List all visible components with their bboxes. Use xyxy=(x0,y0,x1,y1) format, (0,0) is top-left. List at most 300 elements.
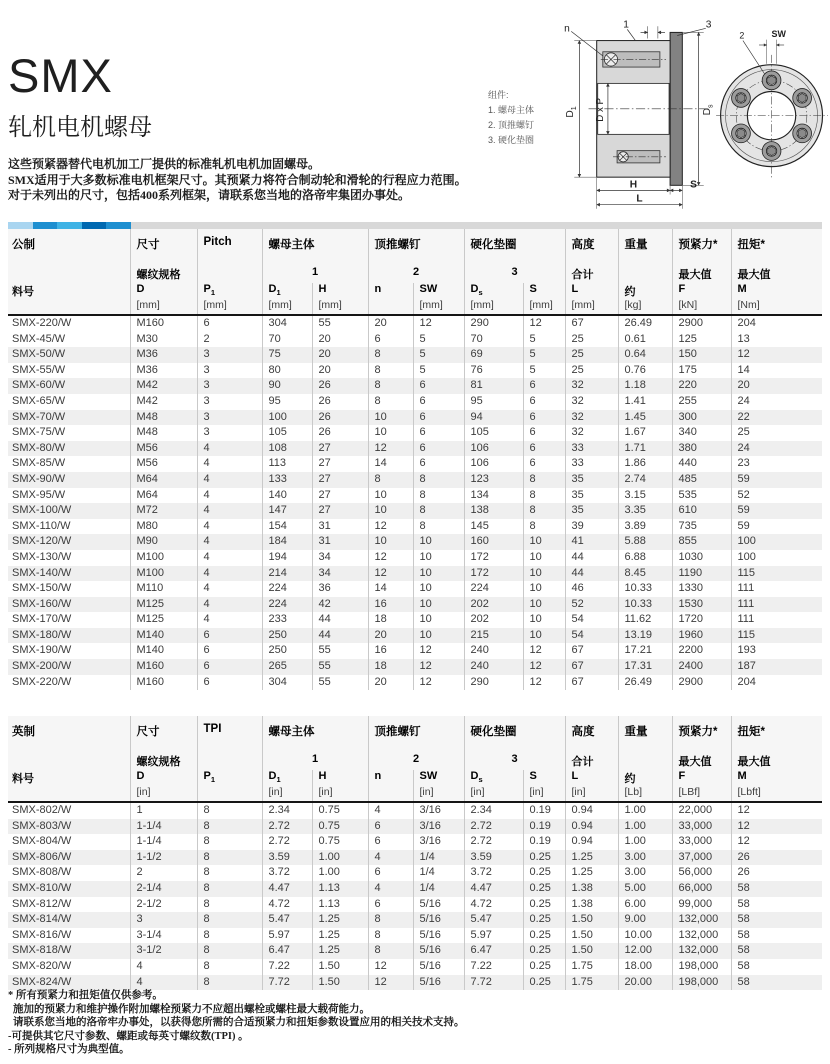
table-cell: M140 xyxy=(130,643,197,659)
table-cell: 24 xyxy=(731,441,822,457)
table-cell: 8 xyxy=(413,503,464,519)
unit-s: [mm] xyxy=(523,299,565,315)
table-cell: 8 xyxy=(368,347,413,363)
unit-ds: [in] xyxy=(464,786,523,802)
table-cell: 134 xyxy=(464,488,523,504)
table-cell: M64 xyxy=(130,488,197,504)
table-cell: 3.59 xyxy=(464,850,523,866)
table-cell: 1.50 xyxy=(565,943,618,959)
table-cell: 7.72 xyxy=(464,975,523,991)
table-cell: 67 xyxy=(565,643,618,659)
table-cell: SMX-170/W xyxy=(12,613,72,626)
table-cell: 1/4 xyxy=(413,865,464,881)
table-cell: 4 xyxy=(368,850,413,866)
table-cell: 6 xyxy=(523,425,565,441)
table-cell: 0.25 xyxy=(523,975,565,991)
table-cell: 1.75 xyxy=(565,959,618,975)
table-cell: SMX-824/W xyxy=(8,975,130,991)
table-cell: 106 xyxy=(464,456,523,472)
table-row xyxy=(8,503,822,519)
table-cell: 8 xyxy=(368,943,413,959)
table-cell: 18 xyxy=(368,612,413,628)
page-title: SMX xyxy=(8,49,113,102)
table-cell: 32 xyxy=(565,394,618,410)
table-cell: 1.50 xyxy=(312,959,368,975)
table-cell: 5/16 xyxy=(413,897,464,913)
table-cell: 8 xyxy=(523,488,565,504)
table-cell: 23 xyxy=(731,456,822,472)
table-cell: 1.25 xyxy=(565,850,618,866)
table-cell: 304 xyxy=(262,315,312,332)
sym-ds: $D_s$ xyxy=(464,770,523,786)
col-height: 高度 xyxy=(565,229,618,266)
table-cell: 6 xyxy=(197,315,262,332)
table-cell: 3-1/4 xyxy=(130,928,197,944)
table-row xyxy=(8,347,822,363)
imperial-table-header xyxy=(8,716,822,802)
table-cell: SMX-200/W xyxy=(8,659,130,675)
table-cell: 224 xyxy=(262,581,312,597)
table-cell: 26 xyxy=(312,425,368,441)
table-cell: 6.47 xyxy=(464,943,523,959)
table-cell: 17.31 xyxy=(618,659,672,675)
table-cell: SMX-90/W xyxy=(8,472,130,488)
table-cell: 12 xyxy=(368,566,413,582)
table-cell: 6 xyxy=(523,378,565,394)
table-cell: 5 xyxy=(413,332,464,348)
table-cell: 150 xyxy=(672,347,731,363)
footnotes xyxy=(8,989,788,1057)
table-cell: 44 xyxy=(312,612,368,628)
table-cell: 20 xyxy=(731,378,822,394)
table-cell: SMX-45/W xyxy=(12,332,66,345)
washer-num: 3 xyxy=(464,753,565,770)
col-washer: 硬化垫圈 xyxy=(464,229,565,266)
table-cell: 4 xyxy=(197,472,262,488)
table-cell: SMX-160/W xyxy=(8,597,130,613)
table-cell: 2 xyxy=(197,332,262,348)
table-cell: 14 xyxy=(368,456,413,472)
table-cell: 4 xyxy=(197,550,262,566)
table-row xyxy=(8,332,822,348)
bar-segment xyxy=(106,222,131,229)
table-cell: 24 xyxy=(731,394,822,410)
table-cell: 39 xyxy=(565,519,618,535)
sym-f: F xyxy=(672,283,731,299)
table-cell: 27 xyxy=(312,441,368,457)
table-cell: SMX-803/W xyxy=(8,819,130,835)
total-label: 合计 xyxy=(565,753,618,770)
sym-s: S xyxy=(523,283,565,299)
preload-max-label: 最大值 xyxy=(672,266,731,283)
table-cell: SMX-50/W xyxy=(8,347,130,363)
table-cell: 202 xyxy=(464,597,523,613)
part-label: 料号 xyxy=(8,770,130,786)
table-cell: 3/16 xyxy=(413,802,464,819)
table-cell: SMX-220/W xyxy=(12,675,72,688)
table-cell: SMX-65/W xyxy=(12,394,66,407)
title-block xyxy=(8,49,152,142)
table-cell: 25 xyxy=(565,347,618,363)
table-cell: 58 xyxy=(731,881,822,897)
table-cell: 12 xyxy=(413,659,464,675)
table-cell: SMX-95/W xyxy=(12,488,66,501)
unit-f: [LBf] xyxy=(672,786,731,802)
table-cell: 54 xyxy=(565,612,618,628)
table-cell: 1.50 xyxy=(565,912,618,928)
table-cell: 90 xyxy=(262,378,312,394)
table-row xyxy=(8,928,822,944)
table-cell: 2-1/2 xyxy=(130,897,197,913)
table-cell: 440 xyxy=(672,456,731,472)
metric-table-body xyxy=(8,315,822,690)
table-cell: 5 xyxy=(413,363,464,379)
col-washer: 硬化垫圈 xyxy=(464,716,565,753)
table-cell: 10 xyxy=(413,550,464,566)
table-cell: 250 xyxy=(262,643,312,659)
table-cell: M36 xyxy=(130,363,197,379)
dim-h-label: H xyxy=(629,179,638,191)
sym-h: H xyxy=(312,770,368,786)
table-cell: 8 xyxy=(413,519,464,535)
table-cell: 10 xyxy=(523,550,565,566)
table-cell: M64 xyxy=(130,472,197,488)
table-cell: 59 xyxy=(731,519,822,535)
col-jack-screw: 顶推螺钉 xyxy=(368,229,464,266)
table-row xyxy=(8,659,822,675)
bar-segment xyxy=(8,222,33,229)
table-cell: SMX-140/W xyxy=(8,566,130,582)
table-cell: 106 xyxy=(464,441,523,457)
table-cell: 44 xyxy=(565,566,618,582)
table-cell: 3.35 xyxy=(618,503,672,519)
table-cell: 4.72 xyxy=(464,897,523,913)
col-nut-body: 螺母主体 xyxy=(262,716,368,753)
table-cell: 1.50 xyxy=(312,975,368,991)
col-weight: 重量 xyxy=(618,716,672,753)
table-cell: 198,000 xyxy=(672,975,731,991)
part-label: 料号 xyxy=(8,283,130,299)
unit-d: [mm] xyxy=(130,299,197,315)
table-cell: 111 xyxy=(731,597,822,613)
table-cell: 1720 xyxy=(672,612,731,628)
sym-n: n xyxy=(368,283,413,299)
table-cell: 0.75 xyxy=(312,834,368,850)
legend-item: 3. 硬化垫圈 xyxy=(488,134,535,145)
table-cell: 12 xyxy=(523,675,565,691)
table-cell: 187 xyxy=(731,659,822,675)
unit-weight: [kg] xyxy=(618,299,672,315)
table-cell: SMX-814/W xyxy=(8,912,130,928)
table-cell: SMX-180/W xyxy=(8,628,130,644)
table-cell: 31 xyxy=(312,534,368,550)
table-cell: 12 xyxy=(523,659,565,675)
table-cell: 6 xyxy=(413,378,464,394)
technical-drawings xyxy=(480,16,828,222)
legend-item: 1. 螺母主体 xyxy=(488,104,535,115)
table-cell: 4 xyxy=(368,802,413,819)
table-cell: 2200 xyxy=(672,643,731,659)
table-cell: 6 xyxy=(368,834,413,850)
table-row xyxy=(8,581,822,597)
table-cell: 0.19 xyxy=(523,819,565,835)
sym-d1: $D_1$ xyxy=(262,283,312,299)
thread-spec-label: 螺纹规格 xyxy=(130,753,197,770)
table-cell: SMX-100/W xyxy=(8,503,130,519)
table-cell: 6.88 xyxy=(618,550,672,566)
table-cell: 94 xyxy=(464,410,523,426)
table-cell: 132,000 xyxy=(672,912,731,928)
table-cell: 0.94 xyxy=(565,819,618,835)
torque-max-label: 最大值 xyxy=(731,266,822,283)
table-cell: 1.25 xyxy=(312,928,368,944)
dim-l-label: L xyxy=(636,193,643,205)
sym-f: F xyxy=(672,770,731,786)
imperial-table xyxy=(8,716,822,990)
col-torque: 扭矩* xyxy=(731,716,822,753)
sym-d: D xyxy=(130,283,197,299)
table-cell: 5 xyxy=(523,332,565,348)
table-cell: 3 xyxy=(197,425,262,441)
table-cell: 204 xyxy=(731,315,822,332)
imperial-table-body xyxy=(8,802,822,990)
table-row xyxy=(8,897,822,913)
table-cell: 37,000 xyxy=(672,850,731,866)
metric-table-header xyxy=(8,229,822,315)
table-cell: 2900 xyxy=(672,315,731,332)
table-row xyxy=(8,472,822,488)
unit-p1 xyxy=(197,786,262,802)
screw-num: 2 xyxy=(368,266,464,283)
table-cell: 67 xyxy=(565,659,618,675)
table-cell: 111 xyxy=(731,612,822,628)
description-line: SMX适用于大多数标准电机框架尺寸。其预紧力将符合制动轮和滑轮的行程应力范围。 xyxy=(8,172,467,187)
table-cell: 3/16 xyxy=(413,834,464,850)
table-cell: 10 xyxy=(368,503,413,519)
table-cell: 1190 xyxy=(672,566,731,582)
table-cell: 2.72 xyxy=(262,834,312,850)
table-cell: 12 xyxy=(368,441,413,457)
table-cell: 44 xyxy=(565,550,618,566)
table-cell: 8.45 xyxy=(618,566,672,582)
table-cell: 138 xyxy=(464,503,523,519)
table-cell: 1-1/4 xyxy=(130,834,197,850)
table-cell: 26 xyxy=(731,850,822,866)
bar-segment xyxy=(82,222,107,229)
table-cell: 0.19 xyxy=(523,802,565,819)
table-cell: M125 xyxy=(130,597,197,613)
table-cell: 6 xyxy=(523,394,565,410)
table-cell: 240 xyxy=(464,659,523,675)
table-cell: 2.34 xyxy=(464,802,523,819)
col-size: 尺寸 xyxy=(130,716,197,753)
table-row xyxy=(8,566,822,582)
col-jack-screw: 顶推螺钉 xyxy=(368,716,464,753)
table-cell: 3 xyxy=(197,410,262,426)
table-cell: 0.25 xyxy=(523,897,565,913)
sym-n: n xyxy=(368,770,413,786)
table-cell: 184 xyxy=(262,534,312,550)
table-cell: 5/16 xyxy=(413,912,464,928)
table-cell: 81 xyxy=(464,378,523,394)
table-cell: 26 xyxy=(312,378,368,394)
table-cell: SMX-816/W xyxy=(12,928,72,941)
unit-m: [Nm] xyxy=(731,299,822,315)
table-cell: 54 xyxy=(565,628,618,644)
table-cell: 55 xyxy=(312,675,368,691)
screw-num: 2 xyxy=(368,753,464,770)
table-cell: 6 xyxy=(197,628,262,644)
table-cell: 10 xyxy=(523,581,565,597)
table-cell: 12 xyxy=(368,519,413,535)
table-cell: SMX-55/W xyxy=(12,363,66,376)
table-cell: SMX-820/W xyxy=(12,959,72,972)
table-cell: SMX-120/W xyxy=(8,534,130,550)
torque-max-label: 最大值 xyxy=(731,753,822,770)
table-cell: SMX-802/W xyxy=(12,804,72,816)
table-cell: 99,000 xyxy=(672,897,731,913)
table-cell: 6 xyxy=(368,819,413,835)
table-cell: 32 xyxy=(565,425,618,441)
table-cell: 22 xyxy=(731,410,822,426)
table-cell: 610 xyxy=(672,503,731,519)
unit-h: [mm] xyxy=(312,299,368,315)
table-row xyxy=(8,881,822,897)
table-cell: SMX-60/W xyxy=(8,378,130,394)
table-cell: 41 xyxy=(565,534,618,550)
table-cell: 132,000 xyxy=(672,928,731,944)
table-cell: 10 xyxy=(523,566,565,582)
table-cell: 0.19 xyxy=(523,834,565,850)
table-cell: 13.19 xyxy=(618,628,672,644)
table-cell: 58 xyxy=(731,943,822,959)
table-cell: 1.25 xyxy=(312,943,368,959)
total-label: 合计 xyxy=(565,266,618,283)
table-cell: 6 xyxy=(523,410,565,426)
table-cell: 8 xyxy=(197,819,262,835)
table-cell: 58 xyxy=(731,959,822,975)
preload-max-label: 最大值 xyxy=(672,753,731,770)
table-cell: 0.25 xyxy=(523,850,565,866)
unit-s: [in] xyxy=(523,786,565,802)
table-cell: SMX-80/W xyxy=(8,441,130,457)
table-cell: 1.38 xyxy=(565,897,618,913)
table-cell: 8 xyxy=(197,912,262,928)
table-row xyxy=(8,850,822,866)
brand-color-bar xyxy=(8,222,822,229)
table-cell: 20 xyxy=(312,363,368,379)
table-cell: 12 xyxy=(368,959,413,975)
table-cell: 0.25 xyxy=(523,865,565,881)
table-row xyxy=(8,441,822,457)
sym-h: H xyxy=(312,283,368,299)
table-cell: SMX-75/W xyxy=(12,426,66,439)
table-cell: 10 xyxy=(413,581,464,597)
table-row xyxy=(8,550,822,566)
table-cell: 4 xyxy=(197,597,262,613)
table-cell: 26.49 xyxy=(618,315,672,332)
table-cell: 8 xyxy=(197,834,262,850)
table-cell: M90 xyxy=(130,534,197,550)
table-row xyxy=(8,975,822,991)
table-cell: 6 xyxy=(197,659,262,675)
table-cell: 3.59 xyxy=(262,850,312,866)
table-cell: 26 xyxy=(312,394,368,410)
table-row xyxy=(8,628,822,644)
table-row xyxy=(8,315,822,332)
table-cell: 44 xyxy=(312,628,368,644)
table-cell: 27 xyxy=(312,503,368,519)
table-cell: SMX-806/W xyxy=(8,850,130,866)
table-row xyxy=(8,534,822,550)
table-cell: 5.88 xyxy=(618,534,672,550)
table-cell: SMX-808/W xyxy=(12,866,72,879)
table-cell: 8 xyxy=(197,975,262,991)
table-row xyxy=(8,865,822,881)
table-cell: 1.75 xyxy=(565,975,618,991)
callout-3: 3 xyxy=(705,19,712,31)
table-cell: 10 xyxy=(413,628,464,644)
table-cell: 26 xyxy=(731,865,822,881)
table-cell: 8 xyxy=(523,503,565,519)
table-cell: 10.33 xyxy=(618,597,672,613)
table-cell: 3.89 xyxy=(618,519,672,535)
table-cell: 6 xyxy=(368,865,413,881)
front-view-drawing xyxy=(716,28,828,189)
table-cell: 1960 xyxy=(672,628,731,644)
table-cell: 33,000 xyxy=(672,834,731,850)
footnote-line: * 所有预紧力和扭矩值仅供参考。 xyxy=(8,990,163,1001)
table-cell: 172 xyxy=(464,550,523,566)
table-cell: 125 xyxy=(672,332,731,348)
unit-p1: [mm] xyxy=(197,299,262,315)
table-cell: 220 xyxy=(672,378,731,394)
table-row xyxy=(8,597,822,613)
table-cell: 8 xyxy=(368,378,413,394)
table-cell: 12 xyxy=(413,643,464,659)
table-cell: 1.86 xyxy=(618,456,672,472)
table-row xyxy=(8,802,822,819)
table-row xyxy=(8,363,822,379)
metric-table-section xyxy=(8,229,822,690)
table-cell: 12 xyxy=(413,315,464,332)
table-cell: 3 xyxy=(197,394,262,410)
table-cell: 66,000 xyxy=(672,881,731,897)
table-cell: 34 xyxy=(312,550,368,566)
table-cell: 58 xyxy=(731,912,822,928)
table-cell: 3 xyxy=(197,347,262,363)
table-cell: 12 xyxy=(731,802,822,819)
table-cell: 10 xyxy=(368,534,413,550)
table-cell: 35 xyxy=(565,503,618,519)
table-cell: 70 xyxy=(464,332,523,348)
table-cell: 8 xyxy=(413,488,464,504)
metric-table xyxy=(8,229,822,690)
table-row xyxy=(8,612,822,628)
table-cell: 16 xyxy=(368,643,413,659)
table-cell: 8 xyxy=(197,943,262,959)
nut-num: 1 xyxy=(262,266,368,283)
table-row xyxy=(8,410,822,426)
table-cell: 485 xyxy=(672,472,731,488)
table-cell: 10.33 xyxy=(618,581,672,597)
table-cell: 233 xyxy=(262,612,312,628)
unit-sw: [mm] xyxy=(413,299,464,315)
table-cell: 1.00 xyxy=(312,865,368,881)
table-cell: 1.13 xyxy=(312,897,368,913)
sym-approx: 约 xyxy=(618,283,672,299)
table-cell: 8 xyxy=(197,802,262,819)
